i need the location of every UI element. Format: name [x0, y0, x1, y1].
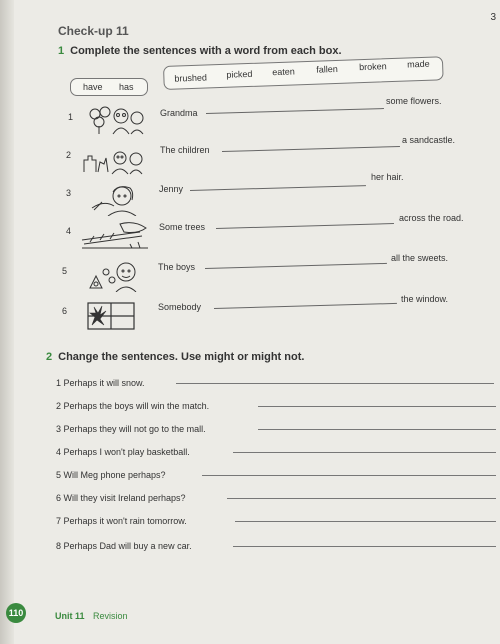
item-subject: Some trees: [159, 222, 206, 232]
answer-line[interactable]: [227, 498, 496, 499]
answer-line[interactable]: [222, 146, 400, 152]
transform-sentence: 4 Perhaps I won't play basketball.: [56, 447, 190, 457]
item-ending: all the sweets.: [391, 253, 449, 263]
grandma-flowers-picture: [85, 104, 147, 141]
item-ending: her hair.: [371, 172, 404, 182]
page-title: Check-up 11: [58, 24, 129, 38]
item-number: 6: [62, 306, 68, 316]
exercise-2-number: 2: [46, 351, 53, 363]
item-subject: Grandma: [160, 108, 198, 118]
exercise-1-instruction: Complete the sentences with a word from each box.: [70, 45, 342, 57]
fallen-trees-picture: [80, 218, 150, 257]
footer-unit: Unit 11: [55, 611, 85, 621]
answer-line[interactable]: [233, 546, 496, 547]
word-box-2-word: eaten: [272, 66, 295, 78]
item-subject: The children: [160, 145, 210, 155]
item-ending: a sandcastle.: [402, 135, 456, 145]
transform-sentence: 2 Perhaps the boys will win the match.: [56, 401, 210, 411]
transform-sentence: 1 Perhaps it will snow.: [56, 378, 145, 388]
broken-window-picture: [86, 301, 136, 336]
jenny-hair-picture: [88, 182, 144, 221]
transform-sentence: 8 Perhaps Dad will buy a new car.: [56, 541, 192, 551]
transform-sentence: 5 Will Meg phone perhaps?: [56, 470, 166, 480]
footer-section: Revision: [93, 611, 128, 621]
word-box-2-word: made: [406, 58, 430, 70]
answer-line[interactable]: [233, 452, 496, 453]
word-box-1: [70, 78, 148, 96]
answer-line[interactable]: [216, 223, 394, 229]
answer-line[interactable]: [190, 185, 366, 191]
item-number: 4: [66, 226, 72, 236]
word-box-2-word: broken: [358, 61, 387, 73]
children-sandcastle-picture: [80, 148, 148, 181]
item-number: 1: [68, 112, 74, 122]
answer-line[interactable]: [214, 303, 397, 309]
word-box-1-word: have: [83, 82, 103, 92]
word-box-2-word: brushed: [174, 72, 208, 84]
item-number: 2: [66, 150, 72, 160]
item-number: 3: [66, 188, 72, 198]
corner-page-mark: 3: [490, 12, 496, 23]
word-box-2-word: picked: [226, 68, 253, 80]
answer-line[interactable]: [258, 429, 496, 430]
exercise-2-instruction: Change the sentences. Use might or might not.: [58, 351, 305, 363]
word-box-2: [163, 56, 444, 90]
exercise-1-heading: [58, 45, 342, 57]
page-number-badge: 110: [6, 603, 26, 623]
answer-line[interactable]: [205, 263, 387, 269]
item-subject: The boys: [158, 262, 196, 272]
item-ending: the window.: [401, 294, 449, 304]
transform-sentence: 7 Perhaps it won't rain tomorrow.: [56, 516, 187, 526]
item-subject: Jenny: [159, 184, 184, 194]
exercise-2-heading: [46, 351, 304, 363]
answer-line[interactable]: [235, 521, 496, 522]
answer-line[interactable]: [176, 383, 494, 384]
transform-sentence: 6 Will they visit Ireland perhaps?: [56, 493, 186, 503]
transform-sentence: 3 Perhaps they will not go to the mall.: [56, 424, 206, 434]
boys-sweets-picture: [86, 258, 146, 297]
word-box-1-word: has: [119, 82, 134, 92]
exercise-1-number: 1: [58, 45, 65, 57]
item-subject: Somebody: [158, 302, 202, 312]
answer-line[interactable]: [206, 108, 384, 114]
item-ending: some flowers.: [386, 96, 442, 106]
binding-gutter: [0, 0, 14, 644]
answer-line[interactable]: [258, 406, 496, 407]
item-ending: across the road.: [399, 213, 464, 223]
answer-line[interactable]: [202, 475, 496, 476]
item-number: 5: [62, 266, 68, 276]
word-box-2-word: fallen: [316, 63, 338, 75]
